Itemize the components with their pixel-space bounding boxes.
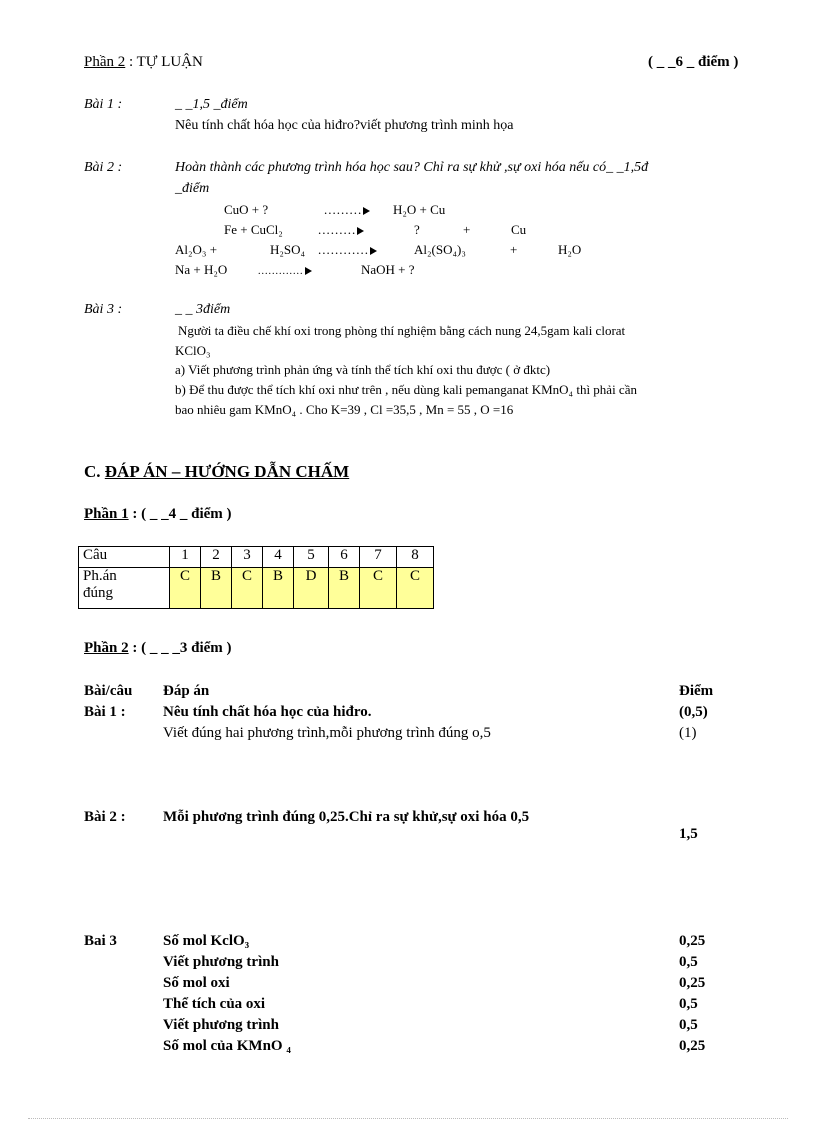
ans-b3-row3: Số mol oxi xyxy=(163,975,230,991)
bai3-label: Bài 3 : xyxy=(84,302,123,317)
eq3-c: Al₂(SO₄)₃ xyxy=(414,242,466,257)
eq4-left: Na + H₂O xyxy=(175,262,228,277)
answer-4: B xyxy=(263,568,294,609)
q-number-5: 5 xyxy=(294,547,329,568)
ans-b3-label: Bai 3 xyxy=(84,933,117,949)
ans-b3-row2-points: 0,5 xyxy=(679,954,698,970)
col-header-dapan: Đáp án xyxy=(163,683,210,699)
ans-b3-row6: Số mol của KMnO ₄ xyxy=(163,1038,291,1054)
q-number-2: 2 xyxy=(201,547,232,568)
bai3-line5: bao nhiêu gam KMnO₄ . Cho K=39 , Cl =35,5 , Mn = 55 , O =16 xyxy=(175,402,514,417)
ans-b2-label: Bài 2 : xyxy=(84,809,126,825)
answer-1: C xyxy=(170,568,201,609)
eq2-left: Fe + CuCl₂ xyxy=(224,222,283,237)
answer-6: B xyxy=(329,568,360,609)
table-answer-label xyxy=(79,568,170,609)
table-row xyxy=(79,568,434,609)
bai3-line4: b) Để thu được thể tích khí oxi như trên , nếu dùng kali pemanganat KMnO₄ thì phải cần xyxy=(175,382,637,397)
eq1-arrow: ......... xyxy=(324,202,370,218)
ans-b3-row3-points: 0,25 xyxy=(679,975,706,991)
answer-8: C xyxy=(397,568,434,609)
answer-5: D xyxy=(294,568,329,609)
ans-b1-row2-points: (1) xyxy=(679,725,697,741)
eq4-arrow: ............. xyxy=(258,262,312,278)
ans-b2-points: 1,5 xyxy=(679,826,698,842)
q-number-6: 6 xyxy=(329,547,360,568)
q-number-4: 4 xyxy=(263,547,294,568)
ans-b3-row5: Viết phương trình xyxy=(163,1017,279,1033)
bai3-points: _ _ 3điểm xyxy=(175,302,231,317)
section-c-title xyxy=(84,462,349,482)
ans-b3-row1: Số mol KclO₃ xyxy=(163,933,250,949)
eq3-b: H₂SO₄ xyxy=(270,242,306,257)
ans-part2-rest: : ( _ _ _3 điểm ) xyxy=(128,640,232,656)
ans-b2-row1: Mỗi phương trình đúng 0,25.Chỉ ra sự khử,sự oxi hóa 0,5 xyxy=(163,809,530,825)
col-header-bai: Bài/câu xyxy=(84,683,133,699)
eq4-right: NaOH + ? xyxy=(361,262,415,277)
eq2-arrow: ......... xyxy=(318,222,364,238)
ans-b3-row4: Thể tích của oxi xyxy=(163,996,266,1012)
answer-3: C xyxy=(232,568,263,609)
eq3-e: H₂O xyxy=(558,242,582,257)
table-header-cau: Câu xyxy=(79,547,170,568)
bai1-label: Bài 1 : xyxy=(84,97,123,112)
bai3-line2: KClO₃ xyxy=(175,343,211,358)
answer-7: C xyxy=(360,568,397,609)
ans-part2-heading xyxy=(84,640,232,657)
page-bottom-divider xyxy=(28,1118,788,1119)
q-number-1: 1 xyxy=(170,547,201,568)
bai2-label: Bài 2 : xyxy=(84,160,123,175)
bai3-line1: Người ta điều chế khí oxi trong phòng thí nghiệm bằng cách nung 24,5gam kali clorat xyxy=(178,323,626,338)
ans-part2-label: Phần 2 xyxy=(84,640,129,656)
answer-table xyxy=(78,546,434,609)
q-number-8: 8 xyxy=(397,547,434,568)
eq1-right: H₂O + Cu xyxy=(393,202,446,217)
bai3-line3: a) Viết phương trình phản ứng và tính thể tích khí oxi thu được ( ở đktc) xyxy=(175,362,551,377)
part2-heading xyxy=(84,54,203,71)
table-row xyxy=(79,547,434,568)
ans-b3-row6-points: 0,25 xyxy=(679,1038,706,1054)
answer-label-line1: Ph.án xyxy=(83,568,117,584)
eq2-right-b: + xyxy=(463,222,471,237)
ans-b3-row1-points: 0,25 xyxy=(679,933,706,949)
bai2-question-line2: _điểm xyxy=(175,181,210,196)
answer-label-line2: đúng xyxy=(83,585,113,601)
ans-b1-row1: Nêu tính chất hóa học của hiđro. xyxy=(163,704,372,720)
col-header-diem: Điểm xyxy=(679,683,714,699)
eq2-right-a: ? xyxy=(414,222,420,237)
bai1-points: _ _1,5 _điểm xyxy=(175,97,248,112)
ans-b3-row4-points: 0,5 xyxy=(679,996,698,1012)
ans-part1-rest: : ( _ _4 _ điểm ) xyxy=(128,506,232,522)
section-c-heading: ĐÁP ÁN – HƯỚNG DẪN CHẤM xyxy=(104,462,350,481)
part2-title: : TỰ LUẬN xyxy=(125,54,203,70)
part2-points: ( _ _6 _ điểm ) xyxy=(648,54,739,70)
q-number-3: 3 xyxy=(232,547,263,568)
eq2-right-c: Cu xyxy=(511,222,527,237)
eq3-d: + xyxy=(510,242,518,257)
eq3-arrow: ............ xyxy=(318,242,377,258)
ans-b3-row2: Viết phương trình xyxy=(163,954,279,970)
ans-b3-row5-points: 0,5 xyxy=(679,1017,698,1033)
ans-b1-row2: Viết đúng hai phương trình,mỗi phương trình đúng o,5 xyxy=(163,725,491,741)
ans-b1-row1-points: (0,5) xyxy=(679,704,708,720)
q-number-7: 7 xyxy=(360,547,397,568)
section-c-prefix: C. xyxy=(84,462,105,481)
part2-label: Phần 2 xyxy=(84,54,126,70)
answer-2: B xyxy=(201,568,232,609)
bai1-question: Nêu tính chất hóa học của hiđro?viết phương trình minh họa xyxy=(175,118,514,133)
ans-b1-label: Bài 1 : xyxy=(84,704,126,720)
ans-part1-heading xyxy=(84,506,232,523)
eq3-a: Al₂O₃ + xyxy=(175,242,218,257)
ans-part1-label: Phần 1 xyxy=(84,506,129,522)
eq1-left: CuO + ? xyxy=(224,202,269,217)
bai2-question-line1: Hoàn thành các phương trình hóa học sau? Chỉ ra sự khử ,sự oxi hóa nếu có_ _1,5đ xyxy=(175,160,649,175)
